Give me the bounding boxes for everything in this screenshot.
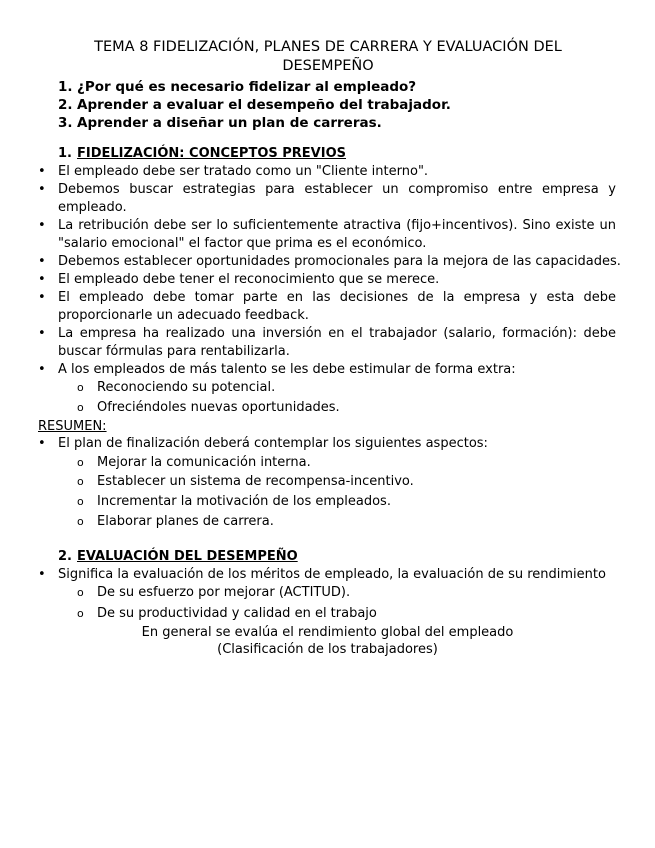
sub-list-item: o Reconociendo su potencial. xyxy=(77,380,276,395)
sub-list-item: o De su esfuerzo por mejorar (ACTITUD). xyxy=(77,585,351,600)
objectives-list xyxy=(58,78,451,132)
list-item: • Debemos establecer oportunidades promocionales para la mejora de las capacidades. xyxy=(38,254,621,269)
document-title xyxy=(30,38,626,76)
sub-list-item: o Mejorar la comunicación interna. xyxy=(77,455,311,470)
list-item: • La retribución debe ser lo suficientemente atractiva (fijo+incentivos). Sino existe un "salario emocional" el factor que prima es el económico. xyxy=(38,218,616,251)
list-item: • Debemos buscar estrategias para establecer un compromiso entre empresa y empleado. xyxy=(38,182,616,215)
list-item: • El empleado debe ser tratado como un "Cliente interno". xyxy=(38,164,429,179)
section-1-heading: 1. FIDELIZACIÓN: CONCEPTOS PREVIOS xyxy=(58,146,346,161)
list-item: • Significa la evaluación de los méritos de empleado, la evaluación de su rendimiento xyxy=(38,567,606,582)
sub-list-item: o Establecer un sistema de recompensa-incentivo. xyxy=(77,474,414,489)
summary-line-1: En general se evalúa el rendimiento global del empleado xyxy=(141,625,514,640)
sub-list-item: o De su productividad y calidad en el trabajo xyxy=(77,606,377,621)
list-item: • El empleado debe tener el reconocimiento que se merece. xyxy=(38,272,440,287)
title-line-2: DESEMPEÑO xyxy=(282,58,374,74)
list-item: • El plan de finalización deberá contemplar los siguientes aspectos: xyxy=(38,436,488,451)
resumen-label: RESUMEN: xyxy=(38,419,107,434)
list-item: • La empresa ha realizado una inversión en el trabajador (salario, formación): debe buscar fórmulas para rentabilizarla. xyxy=(38,326,616,359)
sub-list-item: o Ofreciéndoles nuevas oportunidades. xyxy=(77,400,340,415)
objective-item: 2. Aprender a evaluar el desempeño del trabajador. xyxy=(58,97,451,113)
objective-item: 1. ¿Por qué es necesario fidelizar al empleado? xyxy=(58,79,417,95)
sub-list-item: o Incrementar la motivación de los empleados. xyxy=(77,494,391,509)
title-line-1: TEMA 8 FIDELIZACIÓN, PLANES DE CARRERA Y EVALUACIÓN DEL xyxy=(94,39,562,55)
section-2-heading: 2. EVALUACIÓN DEL DESEMPEÑO xyxy=(58,549,298,564)
list-item: • El empleado debe tomar parte en las decisiones de la empresa y esta debe proporcionarle un adecuado feedback. xyxy=(38,290,616,323)
list-item: • A los empleados de más talento se les debe estimular de forma extra: xyxy=(38,362,516,377)
sub-list-item: o Elaborar planes de carrera. xyxy=(77,514,274,529)
summary-line-2: (Clasificación de los trabajadores) xyxy=(217,642,438,657)
objective-item: 3. Aprender a diseñar un plan de carreras. xyxy=(58,115,382,131)
